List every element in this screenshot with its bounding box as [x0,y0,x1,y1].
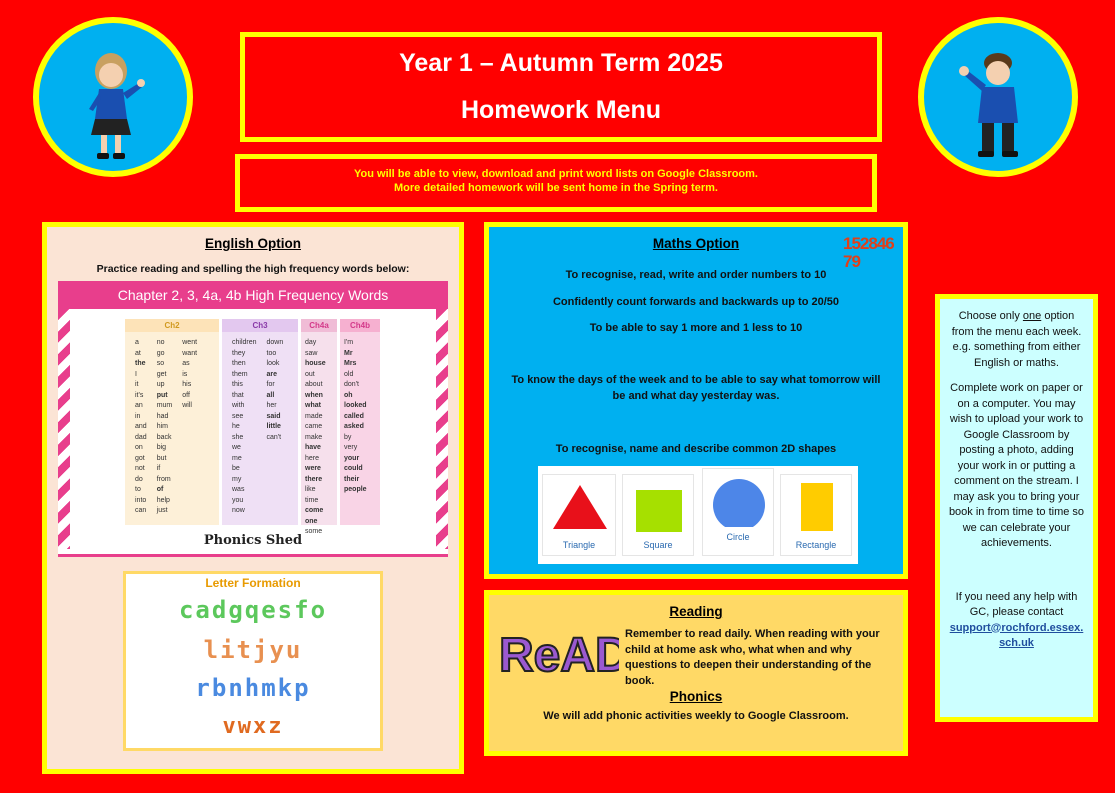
circle-shape [702,468,774,556]
maths-objective-3: To be able to say 1 more and 1 less to 10 [589,322,803,334]
hfw-word: if [156,465,161,472]
hfw-column-ch4b [340,319,380,525]
ch2-words-a [125,332,147,517]
ch4b-words [340,332,380,496]
instructions-complete: Complete work on paper or on a computer. You may wish to upload your work to Google Classroom by posting a photo, adding your work in or putting a comment on the stream. I may ask you to bring your book in from time to time so we can celebrate your achievements. [948,382,1085,549]
numbers-art: 15284679 [843,234,894,271]
boy-pupil-avatar [918,17,1078,177]
hfw-word: day [305,339,317,346]
hfw-word: have [305,444,321,451]
hfw-word: people [344,486,367,493]
hfw-word: my [232,475,242,483]
hfw-word: saw [305,349,318,357]
hfw-word: little [266,423,281,430]
hfw-word: about [305,381,323,388]
hfw-word: of [156,486,164,493]
stripe-right [436,309,448,549]
hfw-word: be [232,465,240,472]
hfw-word: from [156,475,171,483]
hfw-word: what [305,402,321,409]
reading-title: Reading [669,604,723,619]
hfw-word: make [305,433,323,441]
letter-formation-card [123,571,383,751]
square-icon [623,475,695,535]
letter-formation-title: Letter Formation [205,576,301,590]
hfw-word: you [232,496,244,504]
instructions-choose [948,309,1085,371]
hfw-word: then [232,360,246,367]
maths-objective-4: To know the days of the week and to be able to say what tomorrow will be and what day yesterday was. [511,374,881,402]
hfw-word: it [135,381,139,388]
hfw-word: to [135,486,141,493]
hfw-word: he [232,423,240,430]
hfw-word: old [344,370,354,378]
page-subtitle: Homework Menu [460,96,662,124]
hfw-word: look [266,360,280,367]
phonics-title: Phonics [669,689,723,704]
hfw-word: was [232,486,245,493]
hfw-word: so [156,360,165,367]
triangle-icon [543,475,617,535]
ch4a-heading: Ch4a [301,319,337,332]
hfw-word: your [344,454,360,462]
hfw-word: an [135,402,143,409]
hfw-word: is [182,370,188,378]
hfw-word: time [305,496,319,504]
hfw-word: children [232,339,257,346]
ch4a-words [301,332,337,538]
hfw-word: into [135,496,147,504]
square-label: Square [643,540,673,550]
hfw-word: looked [344,402,367,409]
girl-pupil-icon [39,23,187,171]
reading-panel [484,590,908,756]
title-box [240,32,882,142]
hfw-word: there [305,475,323,483]
letter-row-zigzag: vwxz [222,714,284,739]
english-panel [42,222,464,774]
hfw-word: and [135,423,147,430]
hfw-word: oh [344,391,353,399]
hfw-word: can [135,507,147,514]
reading-text: Remember to read daily. When reading with your child at home ask who, what when and why questions to deepen their understanding of the book. [625,628,880,687]
hfw-word: off [182,391,190,399]
choose-text-c: option from the menu each week. e.g. something from either English or maths. [951,310,1082,369]
hfw-word: go [156,349,165,357]
hfw-word: up [156,381,165,388]
hfw-word: could [344,465,363,472]
hfw-word: will [182,402,192,409]
hfw-word: we [232,444,241,451]
hfw-word: mum [156,402,173,409]
ch4b-heading: Ch4b [340,319,380,332]
hfw-word: very [344,444,358,451]
hfw-word: I'm [344,339,354,346]
hfw-word: with [232,402,245,409]
hfw-word: dad [135,433,147,441]
hfw-word: like [305,486,316,493]
rectangle-icon [781,475,853,535]
hfw-word: a [135,339,139,346]
boy-pupil-icon [924,23,1072,171]
hfw-word: it's [135,391,144,399]
notice-box [235,154,877,212]
hfw-word: help [156,496,170,504]
hfw-word: on [135,444,143,451]
choose-text-emphasis: one [1022,310,1042,322]
stripe-left [58,309,70,549]
hfw-word: down [266,339,284,346]
hfw-word: the [135,360,146,367]
hfw-word: by [344,433,352,441]
maths-title: Maths Option [652,236,740,251]
hfw-word: some [305,528,323,535]
ch3-words-b [257,332,284,517]
hfw-word: Mr [344,349,353,357]
triangle-label: Triangle [562,540,596,550]
square-shape [622,474,694,556]
high-frequency-words-card [58,281,448,557]
circle-label: Circle [726,532,750,542]
hfw-word: me [232,454,242,462]
ch2-words-c [172,332,197,517]
hfw-word: come [305,507,324,514]
instructions-panel [935,294,1098,722]
ch2-heading: Ch2 [125,319,219,332]
maths-panel [484,222,908,579]
ch3-words-a [222,332,257,517]
ch2-words-b [147,332,173,517]
hfw-word: said [266,412,281,420]
hfw-word: now [232,507,245,514]
hfw-word: put [156,391,168,399]
hfw-word: want [182,349,198,357]
choose-text-a: Choose only [958,310,1023,322]
hfw-word: they [232,349,246,357]
notice-line-2: More detailed homework will be sent home in the Spring term. [394,182,718,194]
hfw-word: that [232,391,244,399]
hfw-word: them [232,370,248,378]
hfw-column-ch4a [301,319,337,535]
hfw-word: get [156,370,167,378]
letter-row-bounce: rbnhmkp [195,674,311,702]
hfw-word: do [135,475,143,483]
hfw-word: this [232,381,243,388]
hfw-word: in [135,412,141,420]
hfw-word: Mrs [344,360,357,367]
hfw-word: back [156,433,172,441]
hfw-word: called [344,412,364,420]
hfw-word: but [156,454,167,462]
support-email-link[interactable]: support@rochford.essex.sch.uk [949,621,1084,649]
hfw-word: see [232,412,244,420]
ch3-heading: Ch3 [222,319,298,332]
instructions-help: If you need any help with GC, please contact [955,590,1078,618]
letter-row-curly: cadgqesfo [178,596,328,624]
hfw-word: asked [344,423,364,430]
maths-objective-5: To recognise, name and describe common 2D shapes [555,443,837,455]
girl-pupil-avatar [33,17,193,177]
circle-icon [703,469,775,527]
shapes-card [538,466,858,564]
hfw-word: not [135,465,145,472]
hfw-word: as [182,360,190,367]
hfw-word: too [266,349,277,357]
phonics-text: We will add phonic activities weekly to Google Classroom. [543,710,849,722]
rectangle-label: Rectangle [795,540,837,550]
hfw-column-ch3 [222,319,298,525]
triangle-shape [542,474,616,556]
hfw-column-ch2 [125,319,219,525]
hfw-word: are [266,370,278,378]
english-intro: Practice reading and spelling the high frequency words below: [96,263,410,275]
hfw-word: at [135,349,141,357]
hfw-word: no [156,339,165,346]
page-title: Year 1 – Autumn Term 2025 [399,49,723,77]
hfw-word: when [305,391,323,399]
hfw-word: one [305,517,318,525]
hfw-word: can't [266,433,282,441]
hfw-word: don't [344,381,359,388]
hfw-word: came [305,423,323,430]
hfw-word: their [344,475,360,483]
letter-row-long: litjyu [203,636,303,664]
hfw-word: all [266,391,275,399]
hfw-word: out [305,370,315,378]
maths-objective-1: To recognise, read, write and order numbers to 10 [565,269,827,281]
hfw-banner: Chapter 2, 3, 4a, 4b High Frequency Words [58,281,448,309]
hfw-word: just [156,507,168,514]
maths-objective-2: Confidently count forwards and backwards up to 20/50 [552,296,840,308]
hfw-word: were [305,465,321,472]
hfw-word: her [266,402,277,409]
hfw-word: she [232,433,244,441]
hfw-word: got [135,454,145,462]
hfw-word: house [305,360,326,367]
hfw-word: went [182,339,198,346]
hfw-word: big [156,444,167,451]
hfw-word: him [156,423,168,430]
rectangle-shape [780,474,852,556]
phonics-shed-logo: Phonics Shed [203,533,303,548]
read-logo-text: ReAD [499,629,619,681]
hfw-word: for [266,381,275,388]
notice-line-1: You will be able to view, download and print word lists on Google Classroom. [354,168,758,180]
read-logo [497,625,619,681]
hfw-word: had [156,412,169,420]
hfw-word: I [135,370,137,378]
hfw-word: his [182,381,192,388]
hfw-word: here [305,454,320,462]
hfw-word: made [305,412,323,420]
english-title: English Option [205,236,301,251]
